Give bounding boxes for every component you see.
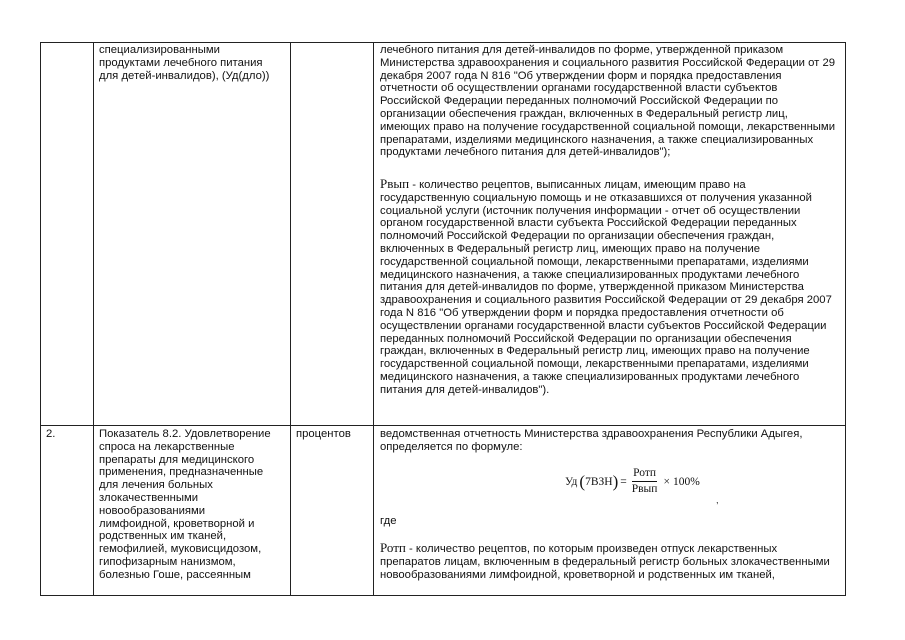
table-right-border <box>845 42 846 596</box>
row2-rotp-definition <box>380 542 830 581</box>
row2-name-cell <box>99 428 271 582</box>
text-line: лечебного питания для детей-инвалидов по форме, утвержденной приказом <box>380 44 784 56</box>
text-line: новообразованиями <box>99 504 206 517</box>
text-line: имеющих право на получение государственной социальной помощи, лекарственными <box>380 120 836 133</box>
text-line: государственной социальной помощи, лекарственными препаратами, изделиями <box>380 255 809 268</box>
text-line: граждан, включенных в Федеральный регистр лиц, имеющих право на получение <box>380 345 810 358</box>
text-line: злокачественными <box>99 491 199 504</box>
table-bottom-border <box>40 595 846 596</box>
text-line: гемофилией, муковисцидозом, <box>99 543 262 556</box>
formula-lhs: Уд <box>565 475 578 488</box>
text-line: для детей-инвалидов), (Уд(дло)) <box>99 69 270 82</box>
column-divider-2 <box>290 42 291 596</box>
text-line: специализированными <box>99 44 220 56</box>
table-top-border <box>40 42 846 43</box>
text-line: социальной услуги (источник получения информации - отчет об осуществлении <box>380 204 801 217</box>
text-line: болезнью Гоше, рассеянным <box>99 568 251 581</box>
formula <box>565 467 700 496</box>
row2-unit: процентов <box>296 428 351 440</box>
text-line: включенных в Федеральный регистр лиц, имеющих право на получение <box>380 242 761 255</box>
text-line: питания для детей-инвалидов по форме, утвержденной приказом Министерства <box>380 281 804 294</box>
text-line: декабря 2007 года N 816 "Об утверждении форм и порядка предоставления <box>380 69 782 82</box>
formula-denominator: Рвып <box>631 483 658 495</box>
text-line: отчетности об осуществлении органами государственной власти субъектов <box>380 82 778 95</box>
text-line: продуктами лечебного питания для детей-инвалидов"); <box>380 146 671 159</box>
formula-times: × <box>663 475 670 488</box>
text-line: родственных им тканей, <box>99 530 227 543</box>
prev-row-name-cell <box>99 44 269 82</box>
text-line: государственную социальную помощь и не отказавшихся от получения указанной <box>380 191 812 204</box>
text-line: осуществлении органами государственной власти субъектов Российской Федерации <box>380 319 827 332</box>
text-line: препаратами, изделиями медицинского назначения, а также специализированных <box>380 133 814 146</box>
text-line: ведомственная отчетность Министерства здравоохранения Республики Адыгея, <box>380 428 803 440</box>
formula-equals: = <box>620 475 627 488</box>
text-line: медицинского назначения, а также специализированных продуктами лечебного <box>380 268 800 281</box>
formula-percent: 100% <box>672 475 700 488</box>
table-left-border <box>40 42 41 596</box>
text-line: определяется по формуле: <box>380 440 523 453</box>
column-divider-3 <box>373 42 374 596</box>
text-line: Российской Федерации переданных полномочий Российской Федерации по <box>380 95 779 108</box>
text-line: препараты для медицинского <box>99 453 255 466</box>
rotp-symbol: Ротп <box>380 540 406 555</box>
text-line: медицинского назначения, а также специализированных продуктами лечебного <box>380 370 800 383</box>
formula-numerator: Ротп <box>632 467 657 482</box>
text-line: Ротп - количество рецептов, по которым произведен отпуск лекарственных <box>380 540 778 555</box>
column-divider-1 <box>93 42 94 596</box>
text-line: для лечения больных <box>99 479 213 492</box>
text-line: организации обеспечения граждан, включенных в Федеральный регистр лиц, <box>380 107 788 120</box>
formula-paren-close: ) <box>612 471 619 491</box>
formula-trailing-mark: , <box>716 495 719 505</box>
formula-arg: 7ВЗН <box>585 475 613 488</box>
text-line: продуктами лечебного питания <box>99 56 263 69</box>
text-line: гипофизарным нанизмом, <box>99 555 236 568</box>
text-line: здравоохранения и социального развития Российской Федерации от 29 декабря 2007 <box>380 294 832 307</box>
text-line: полномочий Российской Федерации по организации обеспечения граждан, <box>380 230 775 243</box>
row-number: 2. <box>46 428 56 440</box>
text-line: государственной социальной помощи, лекарственными препаратами, изделиями <box>380 358 809 371</box>
rvyp-symbol: Рвып <box>380 175 410 191</box>
text-line: переданных полномочий Российской Федерации по организации обеспечения <box>380 332 792 345</box>
text-line: препаратов лицам, включенным в федеральный регистр больных злокачественными <box>380 555 830 568</box>
text-line: спроса на лекарственные <box>99 440 235 453</box>
text-line: Рвып - количество рецептов, выписанных лицам, имеющим право на <box>380 175 746 191</box>
text-line: лимфоидной, кроветворной и <box>99 517 255 530</box>
text-line: новообразованиями лимфоидной, кроветворной и родственных им тканей, <box>380 568 775 581</box>
row-separator <box>40 425 846 426</box>
text-line: применения, предназначенные <box>99 466 264 479</box>
prev-row-description-cell <box>380 44 835 397</box>
formula-fraction <box>632 467 658 496</box>
text-line: питания для детей-инвалидов"). <box>380 383 550 396</box>
text-line: Министерства здравоохранения и социального развития Российской Федерации от 29 <box>380 56 836 69</box>
text-line: Показатель 8.2. Удовлетворение <box>99 428 271 440</box>
text-line: органом государственной власти субъекта Российской Федерации переданных <box>380 217 797 230</box>
row2-where: где <box>380 515 397 527</box>
row2-description-intro <box>380 428 802 454</box>
formula-paren-open: ( <box>579 471 586 491</box>
text-line: года N 816 "Об утверждении форм и порядка предоставления отчетности об <box>380 306 784 319</box>
